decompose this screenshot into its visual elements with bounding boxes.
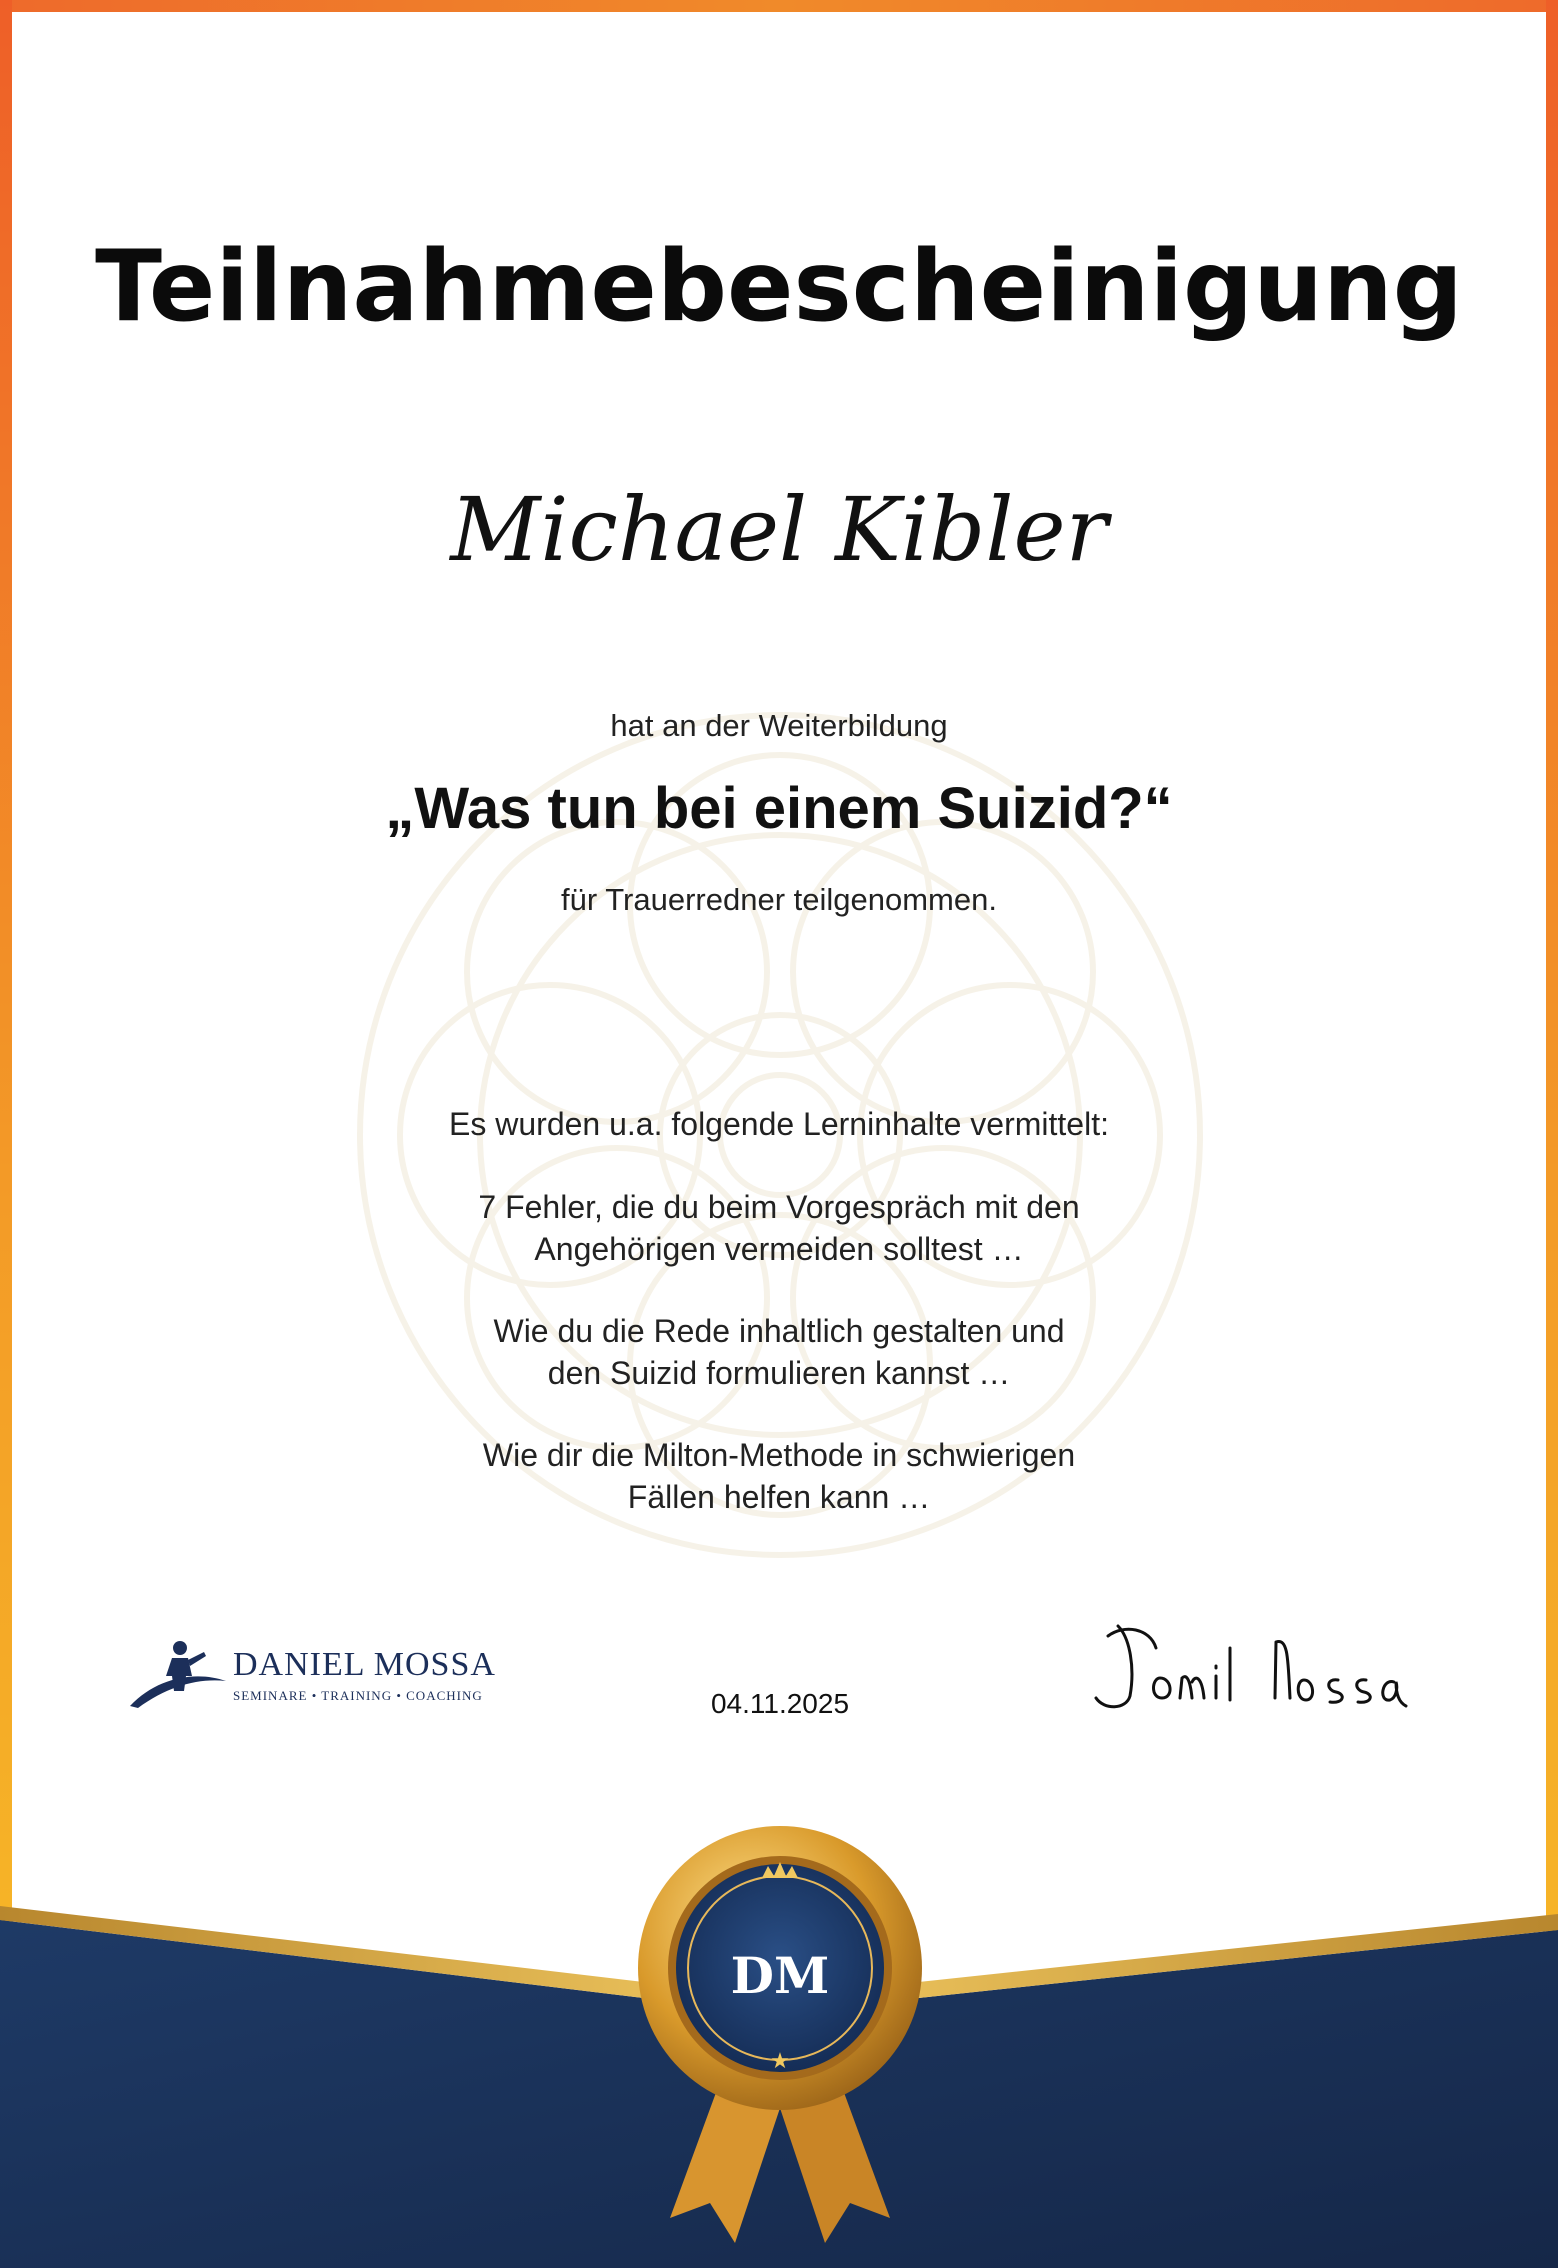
svg-text:★: ★ xyxy=(770,2049,790,2074)
signature xyxy=(1090,1618,1410,1718)
rosette-ribbon-icon xyxy=(630,1818,930,2258)
content-heading: Es wurden u.a. folgende Lerninhalte vermittelt: xyxy=(449,1106,1109,1142)
content-item: Wie du die Rede inhaltlich gestalten und den Suizid formulieren kannst … xyxy=(493,1313,1065,1391)
content-item: Wie dir die Milton-Methode in schwierigen Fällen helfen kann … xyxy=(482,1437,1076,1515)
issue-date: 04.11.2025 xyxy=(710,1688,850,1719)
award-seal xyxy=(630,1818,930,2258)
certificate-title: Teilnahmebescheinigung xyxy=(95,230,1463,344)
participant-name: Michael Kibler xyxy=(450,478,1108,581)
logo-name: DANIEL MOSSA xyxy=(233,1646,496,1683)
speaker-swoosh-icon xyxy=(128,1636,228,1716)
course-title: „Was tun bei einem Suizid?“ xyxy=(385,776,1173,841)
content-list xyxy=(0,1186,1558,1558)
seal-monogram: DM xyxy=(730,1946,830,2005)
frame-top-border xyxy=(0,0,1558,12)
content-item: 7 Fehler, die du beim Vorgespräch mit den Angehörigen vermeiden solltest … xyxy=(478,1189,1080,1267)
intro-line: hat an der Weiterbildung xyxy=(610,708,948,743)
logo-tagline: SEMINARE • TRAINING • COACHING xyxy=(233,1688,483,1703)
daniel-mossa-logo xyxy=(128,1636,496,1716)
target-audience-line: für Trauerredner teilgenommen. xyxy=(561,882,997,917)
